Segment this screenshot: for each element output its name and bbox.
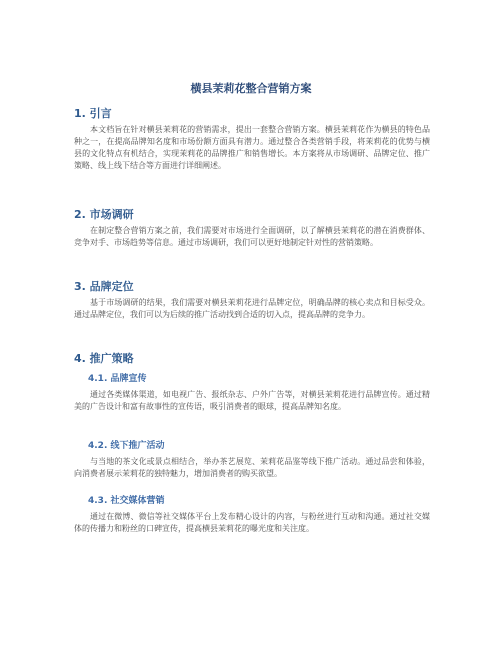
section-paragraph-market-research: 在制定整合营销方案之前，我们需要对市场进行全面调研，以了解横县茉莉花的潜在消费群体、竞争对手、市场趋势等信息。通过市场调研，我们可以更好地制定针对性的营销策略。: [74, 226, 430, 247]
section-heading-promotion-strategy: 4. 推广策略: [74, 352, 134, 365]
section-paragraph-intro: 本文档旨在针对横县茉莉花的营销需求，提出一套整合营销方案。横县茉莉花作为横县的特色品种之一，在提高品牌知名度和市场份额方面具有潜力。通过整合各类营销手段，将茉莉花的优势与横县的文化特点有机结合，实现茉莉花的品牌推广和销售增长。本方案将从市场调研、品牌定位、推广策略、线上线下结合等方面进行详细阐述。: [74, 125, 430, 170]
subsection-paragraph-offline-promotion: 与当地的茶文化或景点相结合，举办茶艺展览、茉莉花品鉴等线下推广活动。通过品尝和体验，向消费者展示茉莉花的独特魅力，增加消费者的购买欲望。: [74, 457, 430, 478]
section-heading-intro: 1. 引言: [74, 107, 112, 120]
subsection-heading-social-media: 4.3. 社交媒体营销: [88, 496, 165, 506]
subsection-heading-offline-promotion: 4.2. 线下推广活动: [88, 441, 165, 451]
section-heading-brand-positioning: 3. 品牌定位: [74, 280, 134, 293]
subsection-paragraph-brand-publicity: 通过各类媒体渠道，如电视广告、报纸杂志、户外广告等，对横县茉莉花进行品牌宣传。通过精美的广告设计和富有故事性的宣传语，吸引消费者的眼球，提高品牌知名度。: [74, 390, 430, 411]
subsection-paragraph-social-media: 通过在微博、微信等社交媒体平台上发布精心设计的内容，与粉丝进行互动和沟通。通过社交媒体的传播力和粉丝的口碑宣传，提高横县茉莉花的曝光度和关注度。: [74, 512, 430, 533]
section-heading-market-research: 2. 市场调研: [74, 208, 134, 221]
section-paragraph-brand-positioning: 基于市场调研的结果，我们需要对横县茉莉花进行品牌定位，明确品牌的核心卖点和目标受众。通过品牌定位，我们可以为后续的推广活动找到合适的切入点，提高品牌的竞争力。: [74, 298, 430, 319]
document-title: 横县茉莉花整合营销方案: [190, 82, 312, 95]
subsection-heading-brand-publicity: 4.1. 品牌宣传: [88, 374, 147, 384]
